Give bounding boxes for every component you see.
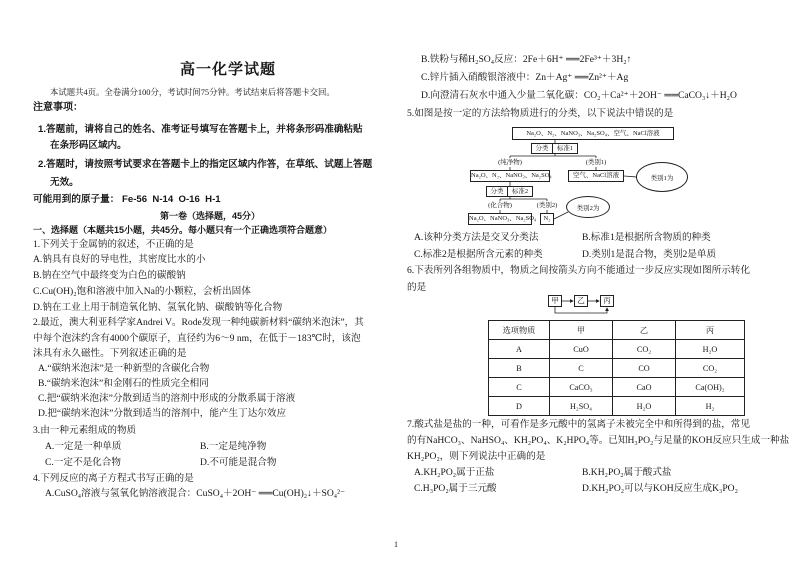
diagram-compound-box: Na₂O、NaNO₃、Na₂SO₄ (468, 213, 532, 225)
atomic-masses: 可能用到的原子量： Fe-56 N-14 O-16 H-1 (33, 194, 221, 205)
flow-box-jia: 甲 (548, 295, 562, 307)
q1-option-b: B.钠在空气中最终变为白色的碳酸钠 (33, 270, 186, 281)
q4-option-c: C.锌片插入硝酸银溶液中：Zn＋Ag⁺ ══Zn²⁺＋Ag (421, 72, 629, 83)
notice-item-1-line-2: 在条形码区域内。 (50, 140, 127, 151)
diagram-pure-box: Na₂O、N₂、NaNO₃、Na₂SO₄ (470, 170, 550, 182)
q5-option-b: B.标准1是根据所含物质的种类 (582, 232, 711, 243)
table-cell: H₂SO₄ (550, 397, 613, 416)
flow-arrow (555, 307, 607, 313)
table-row (489, 378, 745, 397)
table-header-cell: 丙 (676, 321, 745, 340)
notice-item-1-line-1: 1.答题前，请将自己的姓名、准考证号填写在答题卡上，并将条形码准确粘贴 (38, 124, 363, 135)
diagram-step1-label: 分类 (531, 143, 553, 154)
exam-intro: 本试题共4页。全卷满分100分，考试时间75分钟。考试结束后将答题卡交回。 (50, 88, 335, 97)
q2-option-d: D.把“碳纳米泡沫”分散到适当的溶剂中，能产生丁达尔效应 (38, 408, 287, 419)
table-cell: Ca(OH)₂ (676, 378, 745, 397)
q3-stem: 3.由一种元素组成的物质 (33, 425, 137, 436)
diagram-class1-box: 空气、NaCl溶液 (568, 170, 624, 182)
flow-box-yi: 乙 (574, 295, 588, 307)
q7-stem-line-2: 的有NaHCO₃、NaHSO₄、KH₂PO₄、K₂HPO₄等。已知H₃PO₂与足量的KOH反应只生成一种盐 (407, 435, 790, 446)
diagram-branch-class1: (类别1) (585, 159, 607, 166)
q1-stem: 1.下列关于金属钠的叙述，不正确的是 (33, 239, 194, 250)
q4-option-b: B.铁粉与稀H₂SO₄反应：2Fe＋6H⁺ ══2Fe³⁺＋3H₂↑ (421, 54, 632, 65)
q7-option-d: D.KH₂PO₂可以与KOH反应生成K₃PO₂ (582, 483, 738, 494)
table-row (489, 359, 745, 378)
q2-stem-line-2: 中每个泡沫约含有4000个碳原子，直径约为6～9 nm，在低于－183℃时，该泡 (33, 333, 361, 344)
callout-pointer (554, 212, 568, 219)
table-header-row (489, 321, 745, 340)
diagram-class2-box: N₂ (540, 213, 554, 225)
q4-option-d: D.向澄清石灰水中通入少量二氧化碳：CO₂＋Ca²⁺＋2OH⁻ ══CaCO₃↓＋H₂O (421, 90, 737, 101)
q5-option-a: A.该种分类方法是交叉分类法 (414, 232, 539, 243)
notice-item-2-line-2: 无效。 (50, 177, 79, 188)
q5-option-d: D.类别1是混合物，类别2是单质 (582, 249, 717, 260)
diagram-branch-compound: (化合物) (488, 202, 512, 209)
q2-stem-line-3: 沫具有永久磁性。下列叙述正确的是 (33, 348, 187, 359)
diagram-callout-class2 (566, 196, 610, 218)
table-cell: CuO (550, 340, 613, 359)
q7-stem-line-1: 7.酸式盐是盐的一种，可看作是多元酸中的氢离子未被完全中和所得到的盐，常见 (407, 419, 750, 430)
q7-option-a: A.KH₂PO₂属于正盐 (414, 467, 495, 478)
table-cell: H₂O (613, 397, 676, 416)
table-cell: C (550, 359, 613, 378)
callout-class1-text: 类别1为 (650, 174, 674, 182)
table-header-cell: 甲 (550, 321, 613, 340)
diagram-branch-class2: (类别2) (536, 202, 558, 209)
q2-option-b: B.“碳纳米泡沫”和金刚石的性质完全相同 (38, 378, 209, 389)
table-cell: A (489, 340, 550, 359)
table-cell: CO (613, 359, 676, 378)
diagram-branch-pure: (纯净物) (498, 159, 522, 166)
table-cell: CO₂ (613, 340, 676, 359)
q2-option-c: C.把“碳纳米泡沫”分散到适当的溶剂中形成的分散系属于溶液 (38, 393, 296, 404)
part1-heading: 第一卷（选择题，45分） (160, 211, 261, 221)
q1-option-d: D.钠在工业上用于制造氧化钠、氢氧化钠、碳酸钠等化合物 (33, 302, 283, 313)
q3-option-b: B.一定是纯净物 (200, 441, 267, 452)
q3-option-d: D.不可能是混合物 (200, 457, 277, 468)
q1-option-c: C.Cu(OH)₂饱和溶液中加入Na的小颗粒，会析出固体 (33, 286, 251, 297)
table-cell: H₂O (676, 340, 745, 359)
notice-heading: 注意事项： (33, 102, 83, 113)
section1-heading: 一、选择题（本题共15小题，共45分。每小题只有一个正确选项符合题意） (33, 225, 333, 235)
table-header-cell: 乙 (613, 321, 676, 340)
q4-option-a: A.CuSO₄溶液与氢氧化钠溶液混合：CuSO₄＋2OH⁻ ══Cu(OH)₂↓＋SO₄²⁻ (45, 488, 346, 499)
q7-option-b: B.KH₂PO₂属于酸式盐 (582, 467, 672, 478)
q3-option-c: C.一定不是化合物 (45, 457, 121, 468)
flow-box-bing: 丙 (600, 295, 614, 307)
diagram-step2-label: 分类 (486, 186, 508, 197)
q5-stem: 5.如图是按一定的方法给物质进行的分类，以下说法中错误的是 (407, 108, 674, 119)
table-row (489, 340, 745, 359)
table-header-cell: 选项物质 (489, 321, 550, 340)
table-cell: D (489, 397, 550, 416)
q6-stem-line-1: 6.下表所列各组物质中，物质之间按箭头方向不能通过一步反应实现如图所示转化 (407, 265, 750, 276)
table-cell: CO₂ (676, 359, 745, 378)
page-number: 1 (394, 540, 398, 549)
q3-option-a: A.一定是一种单质 (45, 441, 122, 452)
diagram-root-box: Na₂O、N₂、NaNO₃、Na₂SO₄、空气、NaCl溶液 (512, 127, 674, 140)
table-cell: C (489, 378, 550, 397)
q6-table (488, 320, 745, 416)
q7-option-c: C.H₃PO₂属于三元酸 (414, 483, 497, 494)
table-cell: CaO (613, 378, 676, 397)
notice-item-2-line-1: 2.答题时，请按照考试要求在答题卡上的指定区域内作答，在草纸、试题上答题 (38, 159, 373, 170)
table-row (489, 397, 745, 416)
q1-option-a: A.钠具有良好的导电性，其密度比水的小 (33, 254, 206, 265)
table-cell: CaCO₃ (550, 378, 613, 397)
callout-class2-text: 类别2为 (576, 204, 600, 212)
diagram-callout-class1 (636, 162, 688, 192)
table-cell: B (489, 359, 550, 378)
q7-stem-line-3: KH₂PO₂，则下列说法中正确的是 (407, 451, 546, 462)
q2-option-a: A.“碳纳米泡沫”是一种新型的含碳化合物 (38, 363, 210, 374)
q6-stem-line-2: 的是 (407, 282, 427, 293)
exam-title: 高一化学试题 (180, 61, 277, 78)
q5-option-c: C.标准2是根据所含元素的种类 (414, 249, 543, 260)
q4-stem: 4.下列反应的离子方程式书写正确的是 (33, 473, 194, 484)
diagram-step2-criterion: 标准2 (507, 186, 533, 197)
q2-stem-line-1: 2.最近，澳大利亚科学家Andrei V。Rode发现一种纯碳新材料“碳纳米泡沫”，其 (33, 317, 364, 328)
table-cell: H₂ (676, 397, 745, 416)
diagram-step1-criterion: 标准1 (552, 143, 578, 154)
